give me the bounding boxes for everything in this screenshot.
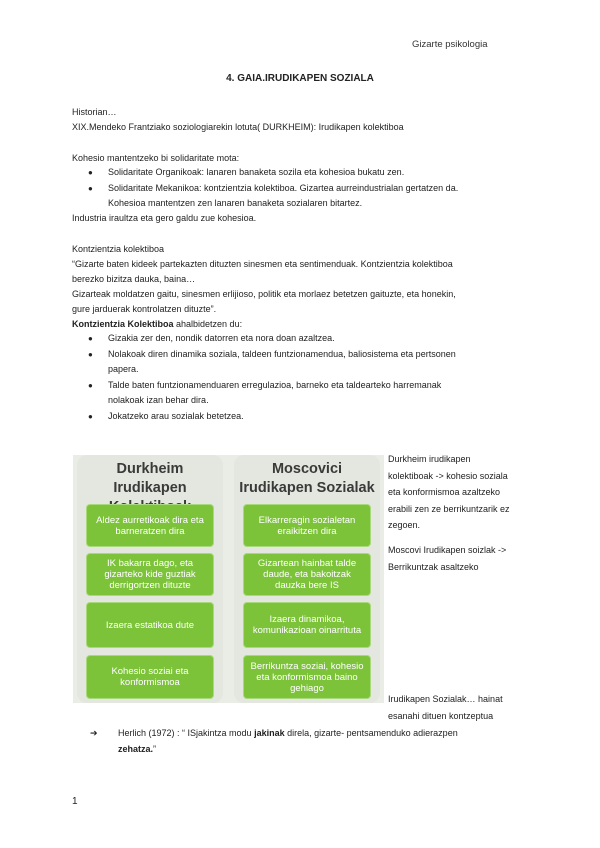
intro-line-2: XIX.Mendeko Frantziako soziologiarekin lotuta( DURKHEIM): Irudikapen kolektiboa [72, 122, 404, 132]
list-item-continuation: papera. [108, 364, 139, 374]
quote-line-1: “Gizarte baten kideek partekazten dituzten sinesmen eta sentimenduak. Kontzientzia kolektiboa [72, 259, 453, 269]
moscovici-title: Moscovici [271, 461, 343, 477]
durkheim-note [388, 451, 538, 534]
collective-list [72, 331, 456, 424]
durkheim-box-1: Aldez aurretikoak dira eta barneratzen dira [86, 504, 214, 547]
herlich-text [90, 725, 520, 757]
page-number: 1 [72, 796, 78, 807]
moscovici-box-1: Elkarreragin sozialetan eraikitzen dira [243, 504, 371, 547]
durkheim-box-2: IK bakarra dago, eta gizarteko kide guztiak derrigortzen dituzte [86, 553, 214, 596]
herlich-bold-2: zehatza. [118, 744, 154, 754]
durkheim-subtitle: Irudikapen [113, 480, 187, 496]
note-line: kolektiboak -> kohesio soziala [388, 470, 508, 481]
herlich-bold-1: jakinak [254, 728, 285, 738]
solidarity-closing: Industria iraultza eta gero galdu zue kohesioa. [72, 213, 257, 223]
list-item-text: Solidaritate Mekanikoa: kontzientzia kolektiboa. Gizartea aurreindustrialan gertatzen da. [108, 182, 459, 193]
list-item-text: Solidaritate Organikoak: lanaren banaketa sozila eta kohesioa bukatu zen. [108, 167, 405, 177]
list-item-text: Gizakia zer den, nondik datorren eta nora doan azaltzea. [108, 333, 335, 343]
herlich-prefix: Herlich (1972) : “ ISjakintza modu [118, 728, 255, 738]
collective-heading: Kontzientzia kolektiboa [72, 244, 165, 254]
note-line: eta konformismoa azaltzeko [388, 487, 501, 497]
moscovici-column [234, 455, 380, 703]
list-item-continuation: Kohesioa mantentzen zen lanaren banaketa sozialaren bitartez. [108, 198, 363, 208]
arrow-right-icon: ➔ [90, 728, 98, 738]
header-title: Gizarte psikologia [412, 39, 488, 50]
herlich-quote [90, 725, 520, 757]
durkheim-box-4: Kohesio soziai eta konformismoa [86, 655, 214, 699]
moscovici-box-4: Berrikuntza soziai, kohesio eta konformismoa baino gehiago [243, 655, 371, 699]
note-line: Irudikapen Sozialak… hainat [388, 694, 503, 704]
collective-lead-rest: ahalbidetzen du: [173, 319, 243, 329]
list-item [72, 347, 456, 378]
collective-lead-bold: Kontzientzia Kolektiboa [72, 319, 174, 329]
moscovici-box-3: Izaera dinamikoa, komunikazioan oinarrituta [243, 602, 371, 648]
durkheim-box-3: Izaera estatikoa dute [86, 602, 214, 648]
durkheim-title: Durkheim [116, 461, 184, 477]
comparison-diagram [73, 455, 384, 703]
note-line: esanahi dituen kontzeptua [388, 710, 494, 721]
list-item-text: Talde baten funtzionamenduaren erregulazioa, barneko eta taldearteko harremanak [108, 379, 442, 390]
list-item-continuation: nolakoak izan behar dira. [108, 395, 209, 405]
quote-line-3: Gizarteak moldatzen gaitu, sinesmen erlijioso, politik eta morlaez betetzen gaituzte, eta honekin, [72, 289, 456, 299]
note-line: Moscovi Irudikapen soizlak -> [388, 545, 507, 555]
list-item-text: Jokatzeko arau sozialak betetzea. [108, 410, 244, 421]
herlich-suffix: ” [153, 744, 157, 754]
quote-line-2: berezko bizitza dauka, baina… [72, 274, 196, 284]
moscovici-box-2: Gizartean hainbat talde daude, eta bakoitzak dauzka bere IS [243, 553, 371, 596]
quote-line-4: gure jarduerak kontrolatzen dituzte”. [72, 304, 217, 314]
list-item [72, 378, 456, 409]
social-note [388, 691, 538, 724]
note-line: Berrikuntzak asaltzeko [388, 561, 479, 572]
list-item-text: Nolakoak diren dinamika soziala, taldeen funtzionamendua, baliosistema eta pertsonen [108, 348, 456, 359]
list-item [72, 331, 456, 347]
collective-lead [72, 317, 242, 332]
note-line: erabili zen ze berrikuntzarik ez [388, 503, 510, 514]
note-line: zegoen. [388, 520, 421, 530]
note-line: Durkheim irudikapen [388, 454, 471, 464]
moscovici-note [388, 542, 538, 575]
solidarity-list [72, 165, 458, 212]
page-title: 4. GAIA.IRUDIKAPEN SOZIALA [226, 73, 374, 84]
herlich-middle: direla, gizarte- pentsamenduko adierazpen [284, 728, 458, 738]
durkheim-column [77, 455, 223, 703]
list-item [72, 181, 458, 212]
list-item [72, 165, 458, 181]
moscovici-subtitle: Irudikapen Sozialak [239, 480, 375, 496]
intro-line-1: Historian… [72, 107, 117, 117]
list-item [72, 409, 456, 425]
solidarity-heading: Kohesio mantentzeko bi solidaritate mota: [72, 153, 240, 163]
